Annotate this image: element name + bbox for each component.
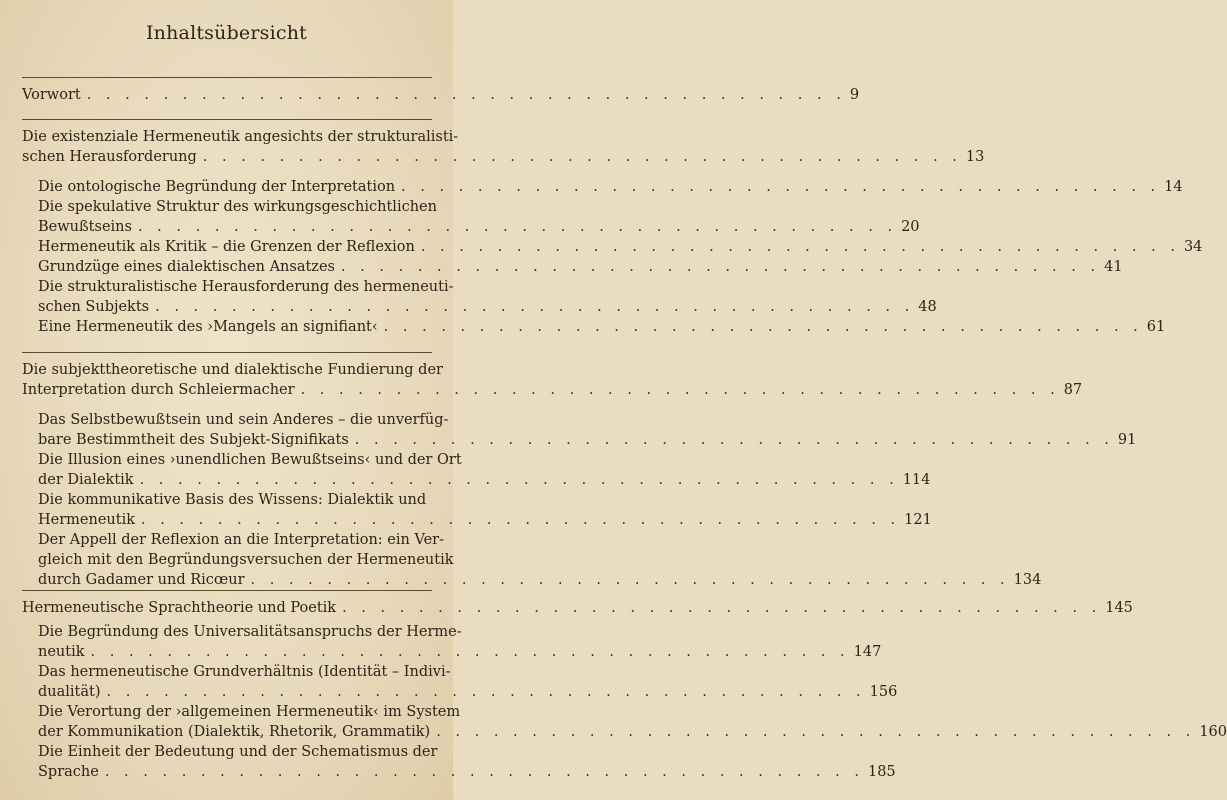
entry-title-line: Hermeneutik [38,512,135,528]
toc-section [38,662,898,702]
toc-section [38,490,932,530]
page-number: 145 [1105,600,1133,616]
page-number: 34 [1183,239,1203,255]
page-number: 185 [867,764,896,780]
toc-section [38,317,1166,337]
entry-title-line: neutik [38,644,85,660]
divider [22,77,432,78]
toc-entry-vorwort [22,85,860,105]
page-number: 48 [918,299,937,315]
page-number: 121 [904,512,932,528]
toc-chapter-2 [22,360,1083,400]
entry-title-line: Die Einheit der Bedeutung und der Schematismus der [38,744,438,760]
dot-leader: . . . . . . . . . . . . . . . . . . . . . . . . . . . . . . . . . . . . . . . . [340,259,1101,275]
page-number: 87 [1063,382,1083,398]
entry-title-line: Die spekulative Struktur des wirkungsgeschichtlichen [38,199,437,215]
divider [22,119,432,120]
dot-leader: . . . . . . . . . . . . . . . . . . . . . . . . . . . . . . . . . . . . . . . . [141,512,901,528]
page-number: 114 [902,472,931,488]
page-number: 147 [853,644,882,660]
entry-title-line: Bewußtseins [38,219,132,235]
entry-title-line: Hermeneutik als Kritik – die Grenzen der Reflexion [38,239,415,255]
entry-title-line: Die subjekttheoretische und dialektische Fundierung der [22,362,443,378]
page-number: 14 [1164,179,1183,195]
dot-leader: . . . . . . . . . . . . . . . . . . . . . . . . . . . . . . . . . . . . . . . . [250,572,1010,588]
entry-title-line: Vorwort [22,87,81,103]
toc-section [38,622,882,662]
entry-title-line: Die existenziale Hermeneutik angesichts der strukturalisti- [22,129,459,145]
page-number: 61 [1146,319,1166,335]
entry-title-line: Das hermeneutische Grundverhältnis (Identität – Indivi- [38,664,451,680]
entry-title-line: schen Subjekts [38,299,150,315]
entry-title-line: der Kommunikation (Dialektik, Rhetorik, Grammatik) [38,724,431,740]
entry-title-line: Sprache [38,764,99,780]
toc-section [38,742,896,782]
toc-section [38,410,1137,450]
entry-title-line: Interpretation durch Schleiermacher [22,382,295,398]
dot-leader: . . . . . . . . . . . . . . . . . . . . . . . . . . . . . . . . . . . . . . . . [86,87,846,103]
toc-section [38,257,1123,277]
dot-leader: . . . . . . . . . . . . . . . . . . . . . . . . . . . . . . . . . . . . . . . . [137,219,898,235]
entry-title-line: Die Illusion eines ›unendlichen Bewußtseins‹ und der Ort [38,452,462,468]
entry-title-line: Hermeneutische Sprachtheorie und Poetik [22,600,337,616]
page-number: 41 [1104,259,1123,275]
entry-title-line: Die strukturalistische Herausforderung des hermeneuti- [38,279,454,295]
dot-leader: . . . . . . . . . . . . . . . . . . . . . . . . . . . . . . . . . . . . . . . . [104,764,864,780]
entry-title-line: Der Appell der Reflexion an die Interpretation: ein Ver- [38,532,445,548]
dot-leader: . . . . . . . . . . . . . . . . . . . . . . . . . . . . . . . . . . . . . . . . [354,432,1114,448]
entry-title-line: dualität) [38,684,101,700]
entry-title-line: Die ontologische Begründung der Interpretation [38,179,396,195]
dot-leader: . . . . . . . . . . . . . . . . . . . . . . . . . . . . . . . . . . . . . . . . [342,600,1102,616]
toc-chapter-3 [22,598,1133,618]
page-number: 20 [901,219,920,235]
entry-title-line: Die Verortung der ›allgemeinen Hermeneutik‹ im System [38,704,461,720]
dot-leader: . . . . . . . . . . . . . . . . . . . . . . . . . . . . . . . . . . . . . . . . [436,724,1196,740]
dot-leader: . . . . . . . . . . . . . . . . . . . . . . . . . . . . . . . . . . . . . . . . [202,149,962,165]
dot-leader: . . . . . . . . . . . . . . . . . . . . . . . . . . . . . . . . . . . . . . . . [90,644,850,660]
toc-chapter-1 [22,127,985,167]
dot-leader: . . . . . . . . . . . . . . . . . . . . . . . . . . . . . . . . . . . . . . . . [155,299,915,315]
divider [22,352,432,353]
page-number: 156 [869,684,898,700]
toc-section [38,237,1203,257]
dot-leader: . . . . . . . . . . . . . . . . . . . . . . . . . . . . . . . . . . . . . . . . [139,472,899,488]
toc-section [38,197,920,237]
toc-section [38,177,1183,197]
dot-leader: . . . . . . . . . . . . . . . . . . . . . . . . . . . . . . . . . . . . . . . . [401,179,1161,195]
page-number: 160 [1199,724,1227,740]
entry-title-line: Grundzüge eines dialektischen Ansatzes [38,259,335,275]
dot-leader: . . . . . . . . . . . . . . . . . . . . . . . . . . . . . . . . . . . . . . . . [106,684,866,700]
dot-leader: . . . . . . . . . . . . . . . . . . . . . . . . . . . . . . . . . . . . . . . . [383,319,1143,335]
page-number: 13 [965,149,985,165]
page-number: 134 [1013,572,1042,588]
divider [22,590,432,591]
entry-title-line: Die Begründung des Universalitätsanspruchs der Herme- [38,624,462,640]
toc-section [38,530,1042,590]
entry-title-line: durch Gadamer und Ricœur [38,572,245,588]
entry-title-line: Das Selbstbewußtsein und sein Anderes – die unverfüg- [38,412,449,428]
entry-title-line: bare Bestimmtheit des Subjekt-Signifikats [38,432,349,448]
dot-leader: . . . . . . . . . . . . . . . . . . . . . . . . . . . . . . . . . . . . . . . . [300,382,1060,398]
toc-section [38,277,937,317]
page-number: 9 [849,87,860,103]
page-title: Inhaltsübersicht [145,22,308,44]
page-number: 91 [1117,432,1137,448]
entry-title-line: schen Herausforderung [22,149,197,165]
entry-title-line: gleich mit den Begründungsversuchen der Hermeneutik [38,552,454,568]
entry-title-line: Eine Hermeneutik des ›Mangels an signifiant‹ [38,319,378,335]
toc-section [38,450,931,490]
entry-title-line: Die kommunikative Basis des Wissens: Dialektik und [38,492,427,508]
dot-leader: . . . . . . . . . . . . . . . . . . . . . . . . . . . . . . . . . . . . . . . . [420,239,1180,255]
toc-section [38,702,1227,742]
entry-title-line: der Dialektik [38,472,134,488]
